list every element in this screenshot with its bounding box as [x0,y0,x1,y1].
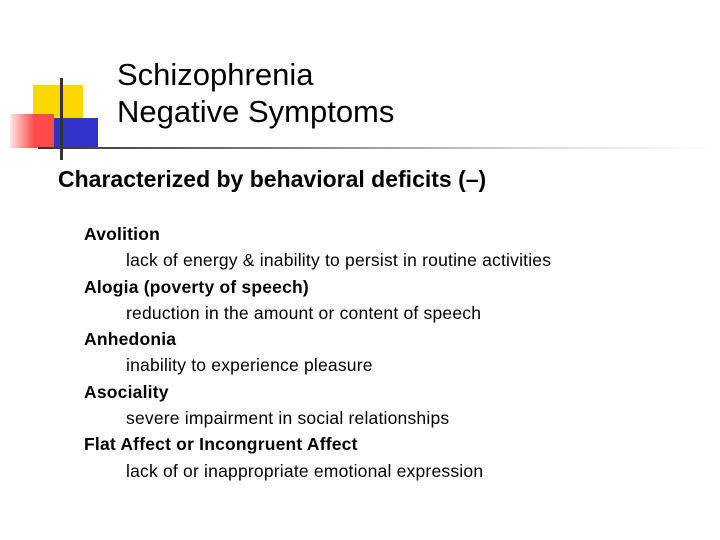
symptom-term: Avolition [84,224,161,244]
symptom-item [84,326,551,379]
decorative-red-square [10,114,54,148]
symptom-description: lack of or inappropriate emotional expression [126,460,484,481]
symptom-list [84,221,551,484]
slide-subtitle: Characterized by behavioral deficits (–) [58,166,487,192]
symptom-item [84,274,551,327]
symptom-description: inability to experience pleasure [126,355,373,376]
symptom-term: Anhedonia [84,329,177,350]
slide-title [117,56,394,130]
symptom-term: Asociality [84,381,169,402]
symptom-item [84,221,551,274]
symptom-description: severe impairment in social relationships [126,408,450,429]
symptom-term: Alogia (poverty of speech) [84,276,309,297]
title-line-2: Negative Symptoms [117,94,395,129]
decorative-horizontal-rule [38,147,720,149]
symptom-term: Flat Affect or Incongruent Affect [84,434,358,455]
symptom-item [84,431,551,484]
title-line-1: Schizophrenia [117,57,314,92]
symptom-description: lack of energy & inability to persist in routine activities [126,250,552,271]
symptom-description: reduction in the amount or content of speech [126,302,482,323]
symptom-item [84,379,551,432]
